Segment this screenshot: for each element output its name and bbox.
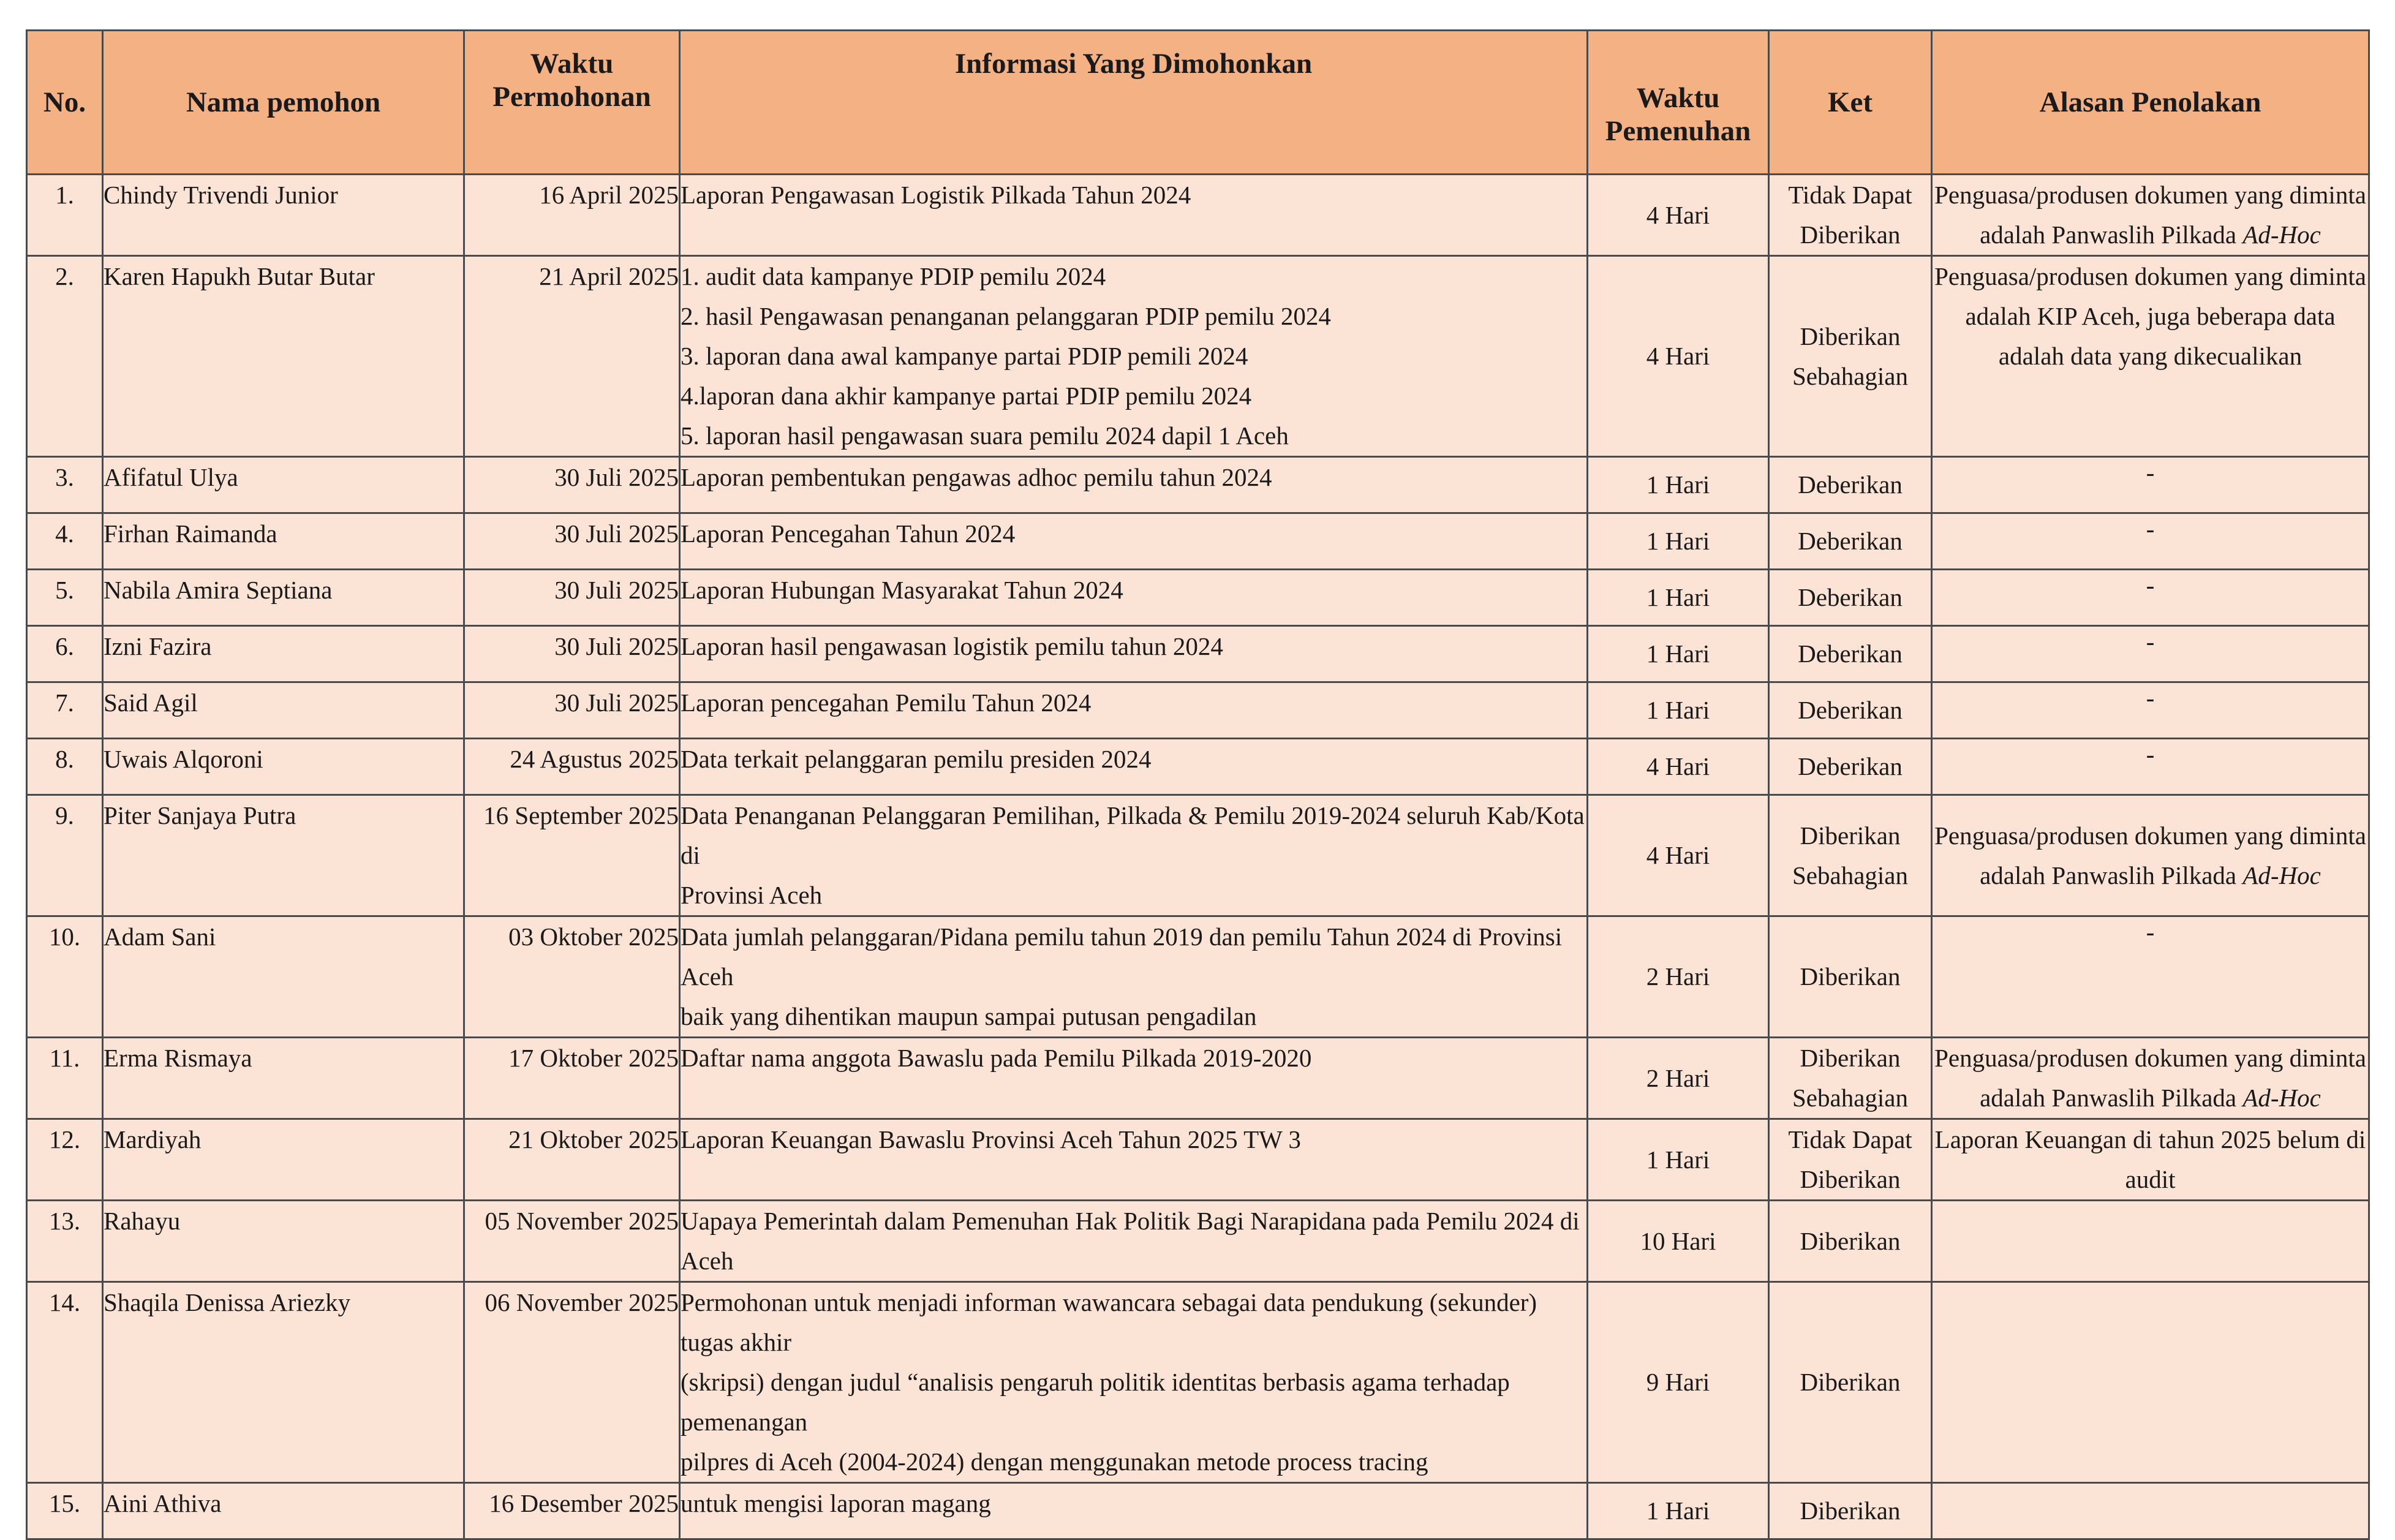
status-note-line: Diberikan — [1800, 821, 1901, 850]
rejection-reason-emphasis: Ad-Hoc — [2242, 221, 2321, 249]
row-number-text: 6. — [55, 632, 74, 660]
header-request-time: Waktu Permohonan — [464, 31, 680, 175]
rejection-reason — [1932, 739, 2369, 795]
applicant-name — [103, 175, 464, 256]
row-number-text: 9. — [55, 801, 74, 829]
table-row — [27, 513, 2369, 570]
status-note — [1769, 795, 1932, 916]
status-note-line: Deberikan — [1798, 752, 1903, 780]
row-number — [27, 1282, 103, 1483]
request-date-text: 16 April 2025 — [539, 181, 679, 209]
request-date — [464, 739, 680, 795]
rejection-reason-text: Penguasa/produsen dokumen yang diminta adalah Panwaslih Pilkada — [1934, 821, 2366, 889]
rejection-reason-text: Penguasa/produsen dokumen yang diminta adalah Panwaslih Pilkada — [1934, 181, 2366, 249]
status-note-line: Diberikan — [1800, 322, 1901, 350]
applicant-name — [103, 795, 464, 916]
status-note — [1769, 457, 1932, 513]
request-date — [464, 175, 680, 256]
table-row — [27, 739, 2369, 795]
status-note-line: Diberikan — [1800, 221, 1901, 249]
rejection-reason — [1932, 916, 2369, 1038]
row-number-text: 13. — [48, 1207, 81, 1235]
requested-information-line: Data terkait pelanggaran pemilu presiden 2024 — [681, 745, 1152, 773]
status-note — [1769, 916, 1932, 1038]
requested-information — [680, 570, 1588, 626]
requested-information — [680, 513, 1588, 570]
requested-information — [680, 795, 1588, 916]
table-header — [27, 31, 2369, 175]
request-date — [464, 626, 680, 682]
request-date-text: 03 Oktober 2025 — [508, 923, 679, 951]
fulfillment-duration — [1588, 457, 1769, 513]
requested-information-line: Uapaya Pemerintah dalam Pemenuhan Hak Politik Bagi Narapidana pada Pemilu 2024 di Aceh — [681, 1207, 1580, 1275]
status-note-line: Sebahagian — [1792, 1084, 1908, 1112]
fulfillment-duration-text: 9 Hari — [1646, 1368, 1710, 1396]
header-no: No. — [27, 31, 103, 175]
header-ket: Ket — [1769, 31, 1932, 175]
status-note-line: Deberikan — [1798, 640, 1903, 668]
table-body — [27, 175, 2369, 1539]
fulfillment-duration-text: 1 Hari — [1646, 1497, 1710, 1525]
requested-information — [680, 682, 1588, 739]
applicant-name-text: Said Agil — [104, 689, 198, 717]
requested-information-line: Data jumlah pelanggaran/Pidana pemilu tahun 2019 dan pemilu Tahun 2024 di Provinsi Aceh — [681, 923, 1563, 991]
applicant-name-text: Aini Athiva — [104, 1489, 222, 1517]
applicant-name — [103, 1483, 464, 1539]
table-row — [27, 682, 2369, 739]
applicant-name — [103, 739, 464, 795]
table-row — [27, 916, 2369, 1038]
row-number — [27, 795, 103, 916]
row-number — [27, 1201, 103, 1282]
applicant-name — [103, 1282, 464, 1483]
status-note-line: Sebahagian — [1792, 361, 1908, 390]
fulfillment-duration-text: 4 Hari — [1646, 200, 1710, 229]
row-number — [27, 1483, 103, 1539]
header-info: Informasi Yang Dimohonkan — [680, 31, 1588, 175]
fulfillment-duration-text: 1 Hari — [1646, 527, 1710, 555]
requested-information — [680, 175, 1588, 256]
request-date — [464, 682, 680, 739]
applicant-name-text: Shaqila Denissa Ariezky — [104, 1288, 351, 1316]
status-note — [1769, 739, 1932, 795]
requested-information-line: pilpres di Aceh (2004-2024) dengan menggunakan metode process tracing — [681, 1448, 1428, 1476]
table-row — [27, 256, 2369, 457]
request-date — [464, 795, 680, 916]
rejection-reason — [1932, 626, 2369, 682]
row-number — [27, 570, 103, 626]
status-note — [1769, 1201, 1932, 1282]
requested-information — [680, 457, 1588, 513]
fulfillment-duration — [1588, 1038, 1769, 1119]
fulfillment-duration-text: 4 Hari — [1646, 752, 1710, 780]
rejection-reason — [1932, 256, 2369, 457]
status-note — [1769, 175, 1932, 256]
rejection-reason-text: - — [2146, 918, 2155, 946]
request-date — [464, 916, 680, 1038]
row-number-text: 12. — [48, 1125, 81, 1153]
request-date — [464, 457, 680, 513]
requested-information — [680, 626, 1588, 682]
fulfillment-duration — [1588, 513, 1769, 570]
rejection-reason — [1932, 1483, 2369, 1539]
request-date-text: 24 Agustus 2025 — [510, 745, 679, 773]
table-row — [27, 1038, 2369, 1119]
requested-information — [680, 1201, 1588, 1282]
fulfillment-duration — [1588, 916, 1769, 1038]
request-date — [464, 1201, 680, 1282]
applicant-name — [103, 457, 464, 513]
requested-information — [680, 739, 1588, 795]
row-number — [27, 682, 103, 739]
status-note — [1769, 682, 1932, 739]
rejection-reason-emphasis: Ad-Hoc — [2242, 861, 2321, 889]
table-row — [27, 457, 2369, 513]
request-date-text: 30 Juli 2025 — [554, 519, 679, 548]
requested-information — [680, 916, 1588, 1038]
status-note-line: Deberikan — [1798, 583, 1903, 611]
header-reason: Alasan Penolakan — [1932, 31, 2369, 175]
applicant-name-text: Chindy Trivendi Junior — [104, 181, 338, 209]
requested-information-line: Laporan pencegahan Pemilu Tahun 2024 — [681, 689, 1092, 717]
status-note — [1769, 626, 1932, 682]
requested-information — [680, 1119, 1588, 1201]
row-number-text: 1. — [55, 181, 74, 209]
fulfillment-duration-text: 10 Hari — [1640, 1226, 1716, 1255]
request-date-text: 06 November 2025 — [485, 1288, 679, 1316]
table-row — [27, 1483, 2369, 1539]
request-date-text: 30 Juli 2025 — [554, 576, 679, 604]
requested-information-line: baik yang dihentikan maupun sampai putusan pengadilan — [681, 1002, 1257, 1030]
fulfillment-duration-text: 1 Hari — [1646, 696, 1710, 724]
fulfillment-duration — [1588, 682, 1769, 739]
status-note-line: Diberikan — [1800, 1044, 1901, 1072]
applicant-name — [103, 626, 464, 682]
fulfillment-duration — [1588, 626, 1769, 682]
request-date-text: 16 September 2025 — [483, 801, 679, 829]
request-date-text: 30 Juli 2025 — [554, 632, 679, 660]
requested-information-line: untuk mengisi laporan magang — [681, 1489, 991, 1517]
fulfillment-duration — [1588, 1201, 1769, 1282]
row-number — [27, 1038, 103, 1119]
requested-information-line: Data Penanganan Pelanggaran Pemilihan, Pilkada & Pemilu 2019-2024 seluruh Kab/Kota di — [681, 801, 1585, 869]
fulfillment-duration — [1588, 1282, 1769, 1483]
information-request-table — [26, 29, 2370, 1540]
request-date — [464, 570, 680, 626]
fulfillment-duration — [1588, 256, 1769, 457]
rejection-reason-text: - — [2146, 458, 2155, 486]
request-date-text: 17 Oktober 2025 — [508, 1044, 679, 1072]
header-fulfillment-time: Waktu Pemenuhan — [1588, 31, 1769, 175]
row-number — [27, 626, 103, 682]
applicant-name-text: Uwais Alqoroni — [104, 745, 263, 773]
rejection-reason — [1932, 1282, 2369, 1483]
applicant-name — [103, 682, 464, 739]
row-number-text: 14. — [48, 1288, 81, 1316]
rejection-reason-text: - — [2146, 515, 2155, 543]
rejection-reason — [1932, 513, 2369, 570]
status-note-line: Diberikan — [1800, 962, 1901, 991]
rejection-reason — [1932, 795, 2369, 916]
status-note — [1769, 570, 1932, 626]
status-note — [1769, 513, 1932, 570]
row-number-text: 2. — [55, 262, 74, 290]
request-date — [464, 256, 680, 457]
row-number-text: 10. — [48, 923, 81, 951]
status-note — [1769, 1282, 1932, 1483]
applicant-name-text: Adam Sani — [104, 923, 216, 951]
applicant-name — [103, 256, 464, 457]
requested-information-line: 1. audit data kampanye PDIP pemilu 2024 — [681, 262, 1106, 290]
status-note-line: Tidak Dapat — [1788, 1125, 1912, 1153]
row-number — [27, 175, 103, 256]
fulfillment-duration-text: 4 Hari — [1646, 342, 1710, 370]
requested-information-line: 2. hasil Pengawasan penanganan pelanggaran PDIP pemilu 2024 — [681, 302, 1331, 330]
fulfillment-duration-text: 4 Hari — [1646, 841, 1710, 869]
applicant-name-text: Mardiyah — [104, 1125, 202, 1153]
row-number — [27, 513, 103, 570]
requested-information-line: Laporan Pengawasan Logistik Pilkada Tahun 2024 — [681, 181, 1191, 209]
rejection-reason — [1932, 457, 2369, 513]
request-date-text: 30 Juli 2025 — [554, 689, 679, 717]
row-number — [27, 256, 103, 457]
applicant-name-text: Nabila Amira Septiana — [104, 576, 333, 604]
requested-information-line: Laporan hasil pengawasan logistik pemilu tahun 2024 — [681, 632, 1223, 660]
status-note-line: Sebahagian — [1792, 861, 1908, 889]
rejection-reason-text: - — [2146, 627, 2155, 655]
request-date — [464, 1038, 680, 1119]
fulfillment-duration-text: 1 Hari — [1646, 470, 1710, 499]
row-number — [27, 916, 103, 1038]
status-note — [1769, 256, 1932, 457]
requested-information-line: Permohonan untuk menjadi informan wawancara sebagai data pendukung (sekunder) tugas akhir — [681, 1288, 1537, 1356]
requested-information — [680, 1483, 1588, 1539]
fulfillment-duration — [1588, 739, 1769, 795]
status-note — [1769, 1483, 1932, 1539]
fulfillment-duration-text: 1 Hari — [1646, 640, 1710, 668]
fulfillment-duration-text: 1 Hari — [1646, 583, 1710, 611]
rejection-reason-text: - — [2146, 571, 2155, 599]
row-number — [27, 1119, 103, 1201]
row-number — [27, 457, 103, 513]
row-number — [27, 739, 103, 795]
table-row — [27, 1282, 2369, 1483]
rejection-reason-text: Penguasa/produsen dokumen yang diminta adalah KIP Aceh, juga beberapa data adalah data yang dikecualikan — [1934, 262, 2366, 370]
requested-information — [680, 1038, 1588, 1119]
requested-information — [680, 1282, 1588, 1483]
table-row — [27, 1119, 2369, 1201]
request-date — [464, 1282, 680, 1483]
rejection-reason — [1932, 175, 2369, 256]
requested-information-line: 3. laporan dana awal kampanye partai PDIP pemili 2024 — [681, 342, 1248, 370]
fulfillment-duration — [1588, 570, 1769, 626]
status-note-line: Deberikan — [1798, 527, 1903, 555]
applicant-name — [103, 916, 464, 1038]
table-row — [27, 570, 2369, 626]
requested-information-line: Laporan Keuangan Bawaslu Provinsi Aceh Tahun 2025 TW 3 — [681, 1125, 1301, 1153]
fulfillment-duration-text: 2 Hari — [1646, 962, 1710, 991]
rejection-reason-text: Penguasa/produsen dokumen yang diminta adalah Panwaslih Pilkada — [1934, 1044, 2366, 1112]
row-number-text: 7. — [55, 689, 74, 717]
requested-information-line: 5. laporan hasil pengawasan suara pemilu 2024 dapil 1 Aceh — [681, 421, 1289, 450]
table-row — [27, 175, 2369, 256]
row-number-text: 8. — [55, 745, 74, 773]
fulfillment-duration — [1588, 175, 1769, 256]
status-note-line: Diberikan — [1800, 1497, 1901, 1525]
row-number-text: 5. — [55, 576, 74, 604]
applicant-name-text: Firhan Raimanda — [104, 519, 277, 548]
request-date — [464, 513, 680, 570]
request-date-text: 16 Desember 2025 — [489, 1489, 679, 1517]
status-note — [1769, 1038, 1932, 1119]
rejection-reason-emphasis: Ad-Hoc — [2242, 1084, 2321, 1112]
rejection-reason-text: - — [2146, 684, 2155, 712]
requested-information-line: Laporan pembentukan pengawas adhoc pemilu tahun 2024 — [681, 463, 1272, 491]
fulfillment-duration-text: 2 Hari — [1646, 1063, 1710, 1092]
table-row — [27, 626, 2369, 682]
request-date-text: 21 April 2025 — [539, 262, 679, 290]
fulfillment-duration — [1588, 1483, 1769, 1539]
applicant-name-text: Piter Sanjaya Putra — [104, 801, 296, 829]
status-note-line: Diberikan — [1800, 1368, 1901, 1396]
row-number-text: 4. — [55, 519, 74, 548]
applicant-name-text: Afifatul Ulya — [104, 463, 238, 491]
rejection-reason-text: - — [2146, 740, 2155, 768]
applicant-name — [103, 570, 464, 626]
status-note — [1769, 1119, 1932, 1201]
requested-information-line: Daftar nama anggota Bawaslu pada Pemilu Pilkada 2019-2020 — [681, 1044, 1312, 1072]
rejection-reason-text: Laporan Keuangan di tahun 2025 belum di audit — [1934, 1125, 2366, 1193]
request-date-text: 30 Juli 2025 — [554, 463, 679, 491]
requested-information-line: Laporan Hubungan Masyarakat Tahun 2024 — [681, 576, 1123, 604]
status-note-line: Deberikan — [1798, 470, 1903, 499]
applicant-name — [103, 1201, 464, 1282]
fulfillment-duration — [1588, 1119, 1769, 1201]
rejection-reason — [1932, 682, 2369, 739]
fulfillment-duration-text: 1 Hari — [1646, 1145, 1710, 1174]
requested-information — [680, 256, 1588, 457]
request-date-text: 05 November 2025 — [485, 1207, 679, 1235]
row-number-text: 11. — [49, 1044, 80, 1072]
applicant-name-text: Izni Fazira — [104, 632, 212, 660]
applicant-name-text: Erma Rismaya — [104, 1044, 252, 1072]
header-name: Nama pemohon — [103, 31, 464, 175]
applicant-name — [103, 513, 464, 570]
request-date — [464, 1483, 680, 1539]
applicant-name — [103, 1119, 464, 1201]
request-date-text: 21 Oktober 2025 — [508, 1125, 679, 1153]
rejection-reason — [1932, 1038, 2369, 1119]
rejection-reason — [1932, 1119, 2369, 1201]
status-note-line: Tidak Dapat — [1788, 181, 1912, 209]
request-date — [464, 1119, 680, 1201]
row-number-text: 3. — [55, 463, 74, 491]
requested-information-line: Laporan Pencegahan Tahun 2024 — [681, 519, 1016, 548]
table-row — [27, 795, 2369, 916]
status-note-line: Diberikan — [1800, 1226, 1901, 1255]
table-row — [27, 1201, 2369, 1282]
status-note-line: Diberikan — [1800, 1165, 1901, 1193]
applicant-name — [103, 1038, 464, 1119]
rejection-reason — [1932, 1201, 2369, 1282]
requested-information-line: 4.laporan dana akhir kampanye partai PDIP pemilu 2024 — [681, 382, 1252, 410]
applicant-name-text: Rahayu — [104, 1207, 181, 1235]
rejection-reason — [1932, 570, 2369, 626]
row-number-text: 15. — [48, 1489, 81, 1517]
requested-information-line: (skripsi) dengan judul “analisis pengaruh politik identitas berbasis agama terhadap pemenangan — [681, 1368, 1510, 1436]
status-note-line: Deberikan — [1798, 696, 1903, 724]
applicant-name-text: Karen Hapukh Butar Butar — [104, 262, 375, 290]
requested-information-line: Provinsi Aceh — [681, 881, 823, 909]
fulfillment-duration — [1588, 795, 1769, 916]
